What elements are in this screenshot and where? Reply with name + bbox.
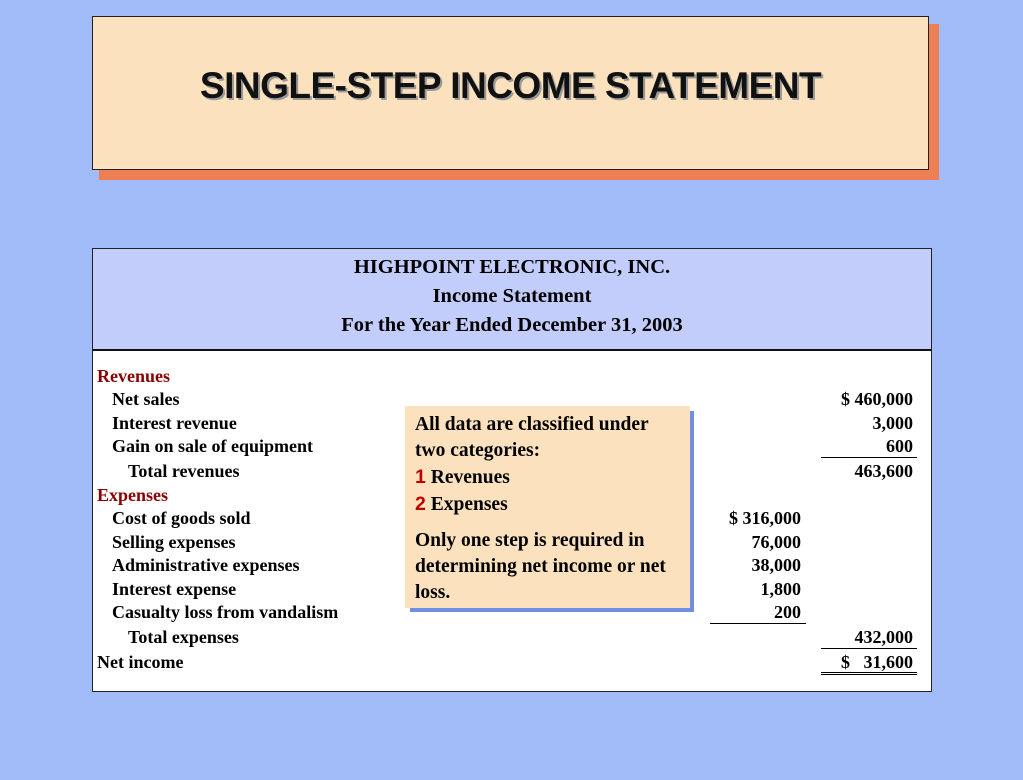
note-item-1: [415, 464, 680, 491]
row-total: $ 460,000: [841, 389, 913, 409]
row-label: Interest revenue: [112, 413, 237, 433]
row-label: Interest expense: [112, 579, 237, 599]
note-body: Only one step is required in determining net income or net loss.: [415, 530, 666, 603]
note-spacer: [415, 518, 680, 528]
row-label: Total revenues: [128, 461, 240, 481]
page-title: SINGLE-STEP INCOME STATEMENT: [199, 65, 822, 106]
expenses-heading: Expenses: [97, 485, 169, 505]
row-label: Total expenses: [128, 627, 239, 647]
row-amount: 1,800: [760, 579, 801, 599]
row-amount: 76,000: [751, 532, 801, 552]
note-item-text: Revenues: [430, 467, 510, 488]
total-expenses-underline: [821, 648, 917, 649]
note-box: [405, 406, 690, 608]
company-name: HIGHPOINT ELECTRONIC, INC.: [353, 256, 671, 278]
row-total: 432,000: [854, 627, 913, 647]
table-row: [93, 651, 931, 675]
row-total: 3,000: [872, 413, 913, 433]
note-item-number: 1: [415, 466, 426, 488]
row-label: Cost of goods sold: [112, 508, 251, 528]
row-total: $ 31,600: [841, 652, 913, 672]
note-item-number: 2: [415, 493, 426, 515]
net-income-double-underline: [821, 672, 917, 675]
statement-header: [93, 249, 931, 351]
row-amount: $ 316,000: [729, 508, 801, 528]
row-amount: 200: [774, 602, 801, 622]
row-label: Net sales: [112, 389, 180, 409]
note-intro: All data are classified under two categories:: [415, 414, 649, 461]
row-label: Casualty loss from vandalism: [112, 602, 339, 622]
row-label: Administrative expenses: [112, 555, 300, 575]
revenues-heading-row: [93, 365, 931, 389]
statement-period: For the Year Ended December 31, 2003: [341, 314, 683, 336]
row-label: Gain on sale of equipment: [112, 436, 314, 456]
table-row: [93, 626, 931, 650]
row-label: Net income: [97, 652, 184, 672]
expenses-underline: [710, 623, 806, 624]
note-item-text: Expenses: [430, 494, 508, 515]
row-label: Selling expenses: [112, 532, 236, 552]
row-amount: 38,000: [751, 555, 801, 575]
title-box: [92, 16, 929, 170]
statement-name: Income Statement: [432, 285, 592, 307]
row-total: 600: [886, 436, 913, 456]
note-item-2: [415, 491, 680, 518]
row-total: 463,600: [854, 461, 913, 481]
revenues-heading: Revenues: [97, 366, 170, 386]
revenues-underline: [821, 457, 917, 458]
